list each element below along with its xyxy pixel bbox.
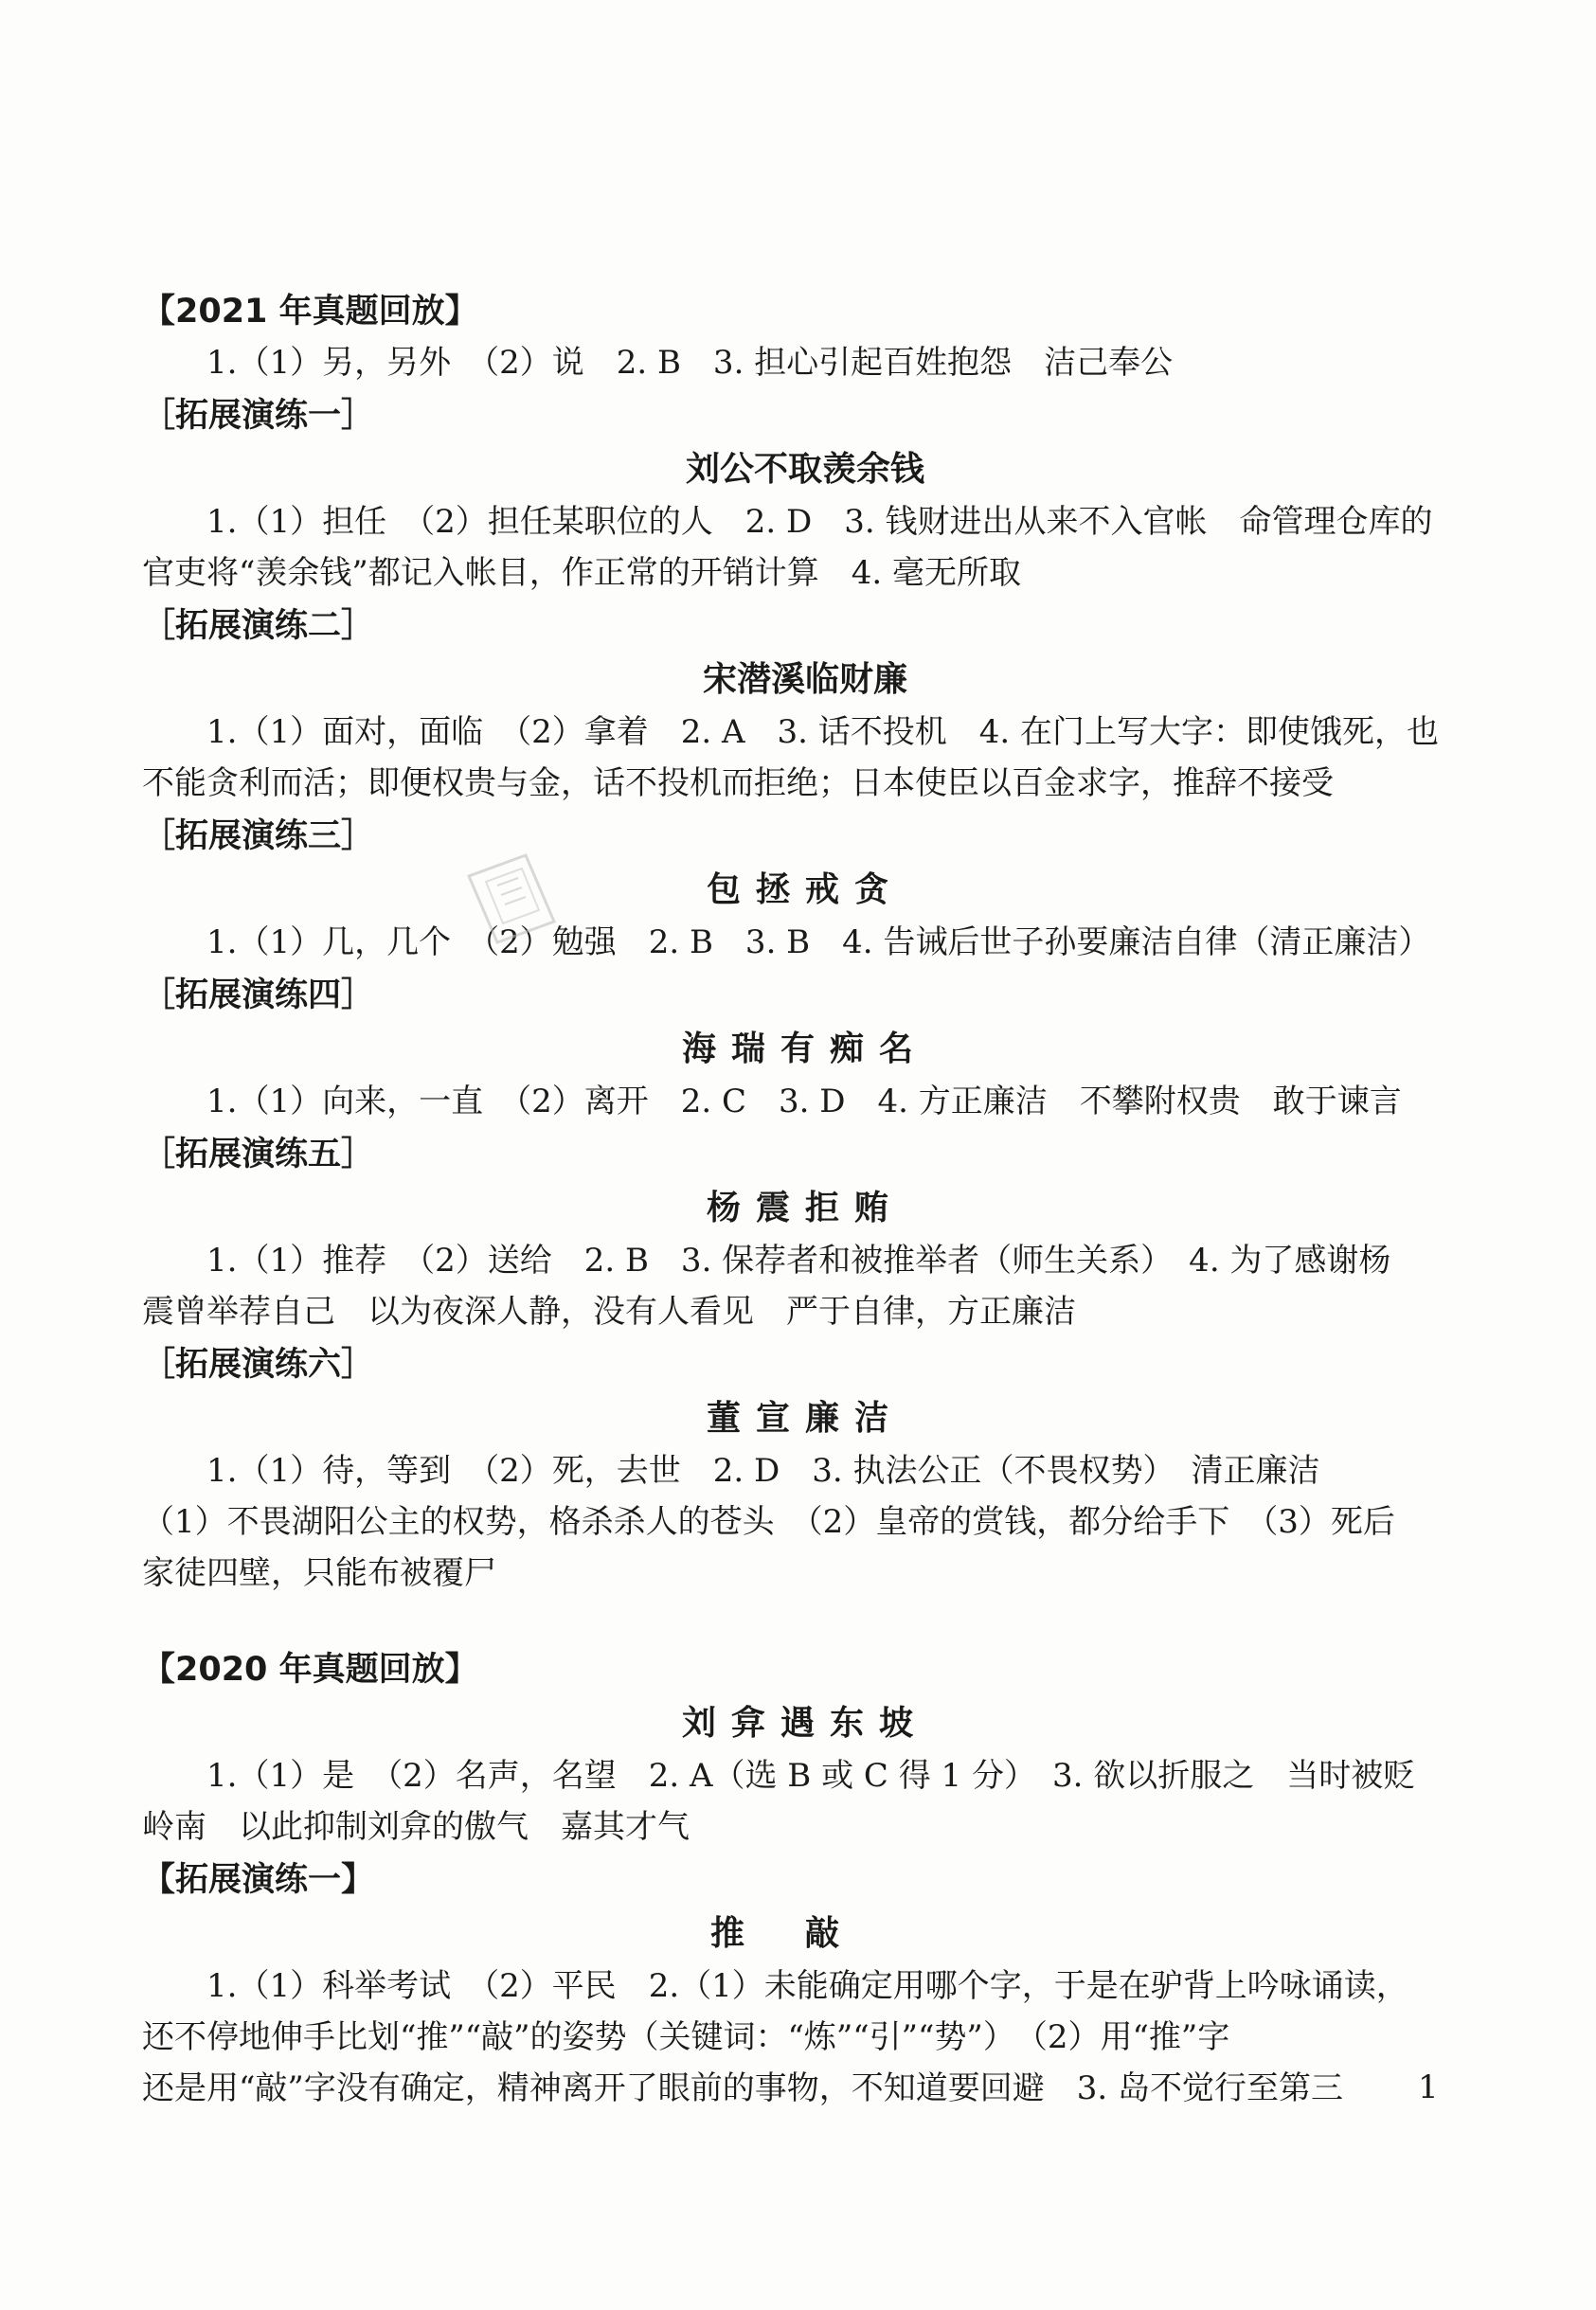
- passage-title: 推敲: [709, 1914, 900, 1953]
- passage-title: 刘弇遇东坡: [681, 1704, 928, 1743]
- exercise-label: ［拓展演练二］: [142, 607, 375, 645]
- answer-line: 岭南 以此抑制刘弇的傲气 嘉其才气: [142, 1808, 690, 1846]
- exercise-label: 【拓展演练一】: [142, 1861, 375, 1899]
- answer-line: 1.（1）是 （2）名声，名望 2. A（选 B 或 C 得 1 分） 3. 欲以折服之 当时被贬: [206, 1757, 1416, 1795]
- answer-line: 1.（1）另，另外 （2）说 2. B 3. 担心引起百姓抱怨 洁己奉公: [206, 344, 1174, 382]
- exercise-label: ［拓展演练六］: [142, 1346, 375, 1384]
- answer-line: 官吏将“羡余钱”都记入帐目，作正常的开销计算 4. 毫无所取: [142, 554, 1022, 592]
- answer-line: 不能贪利而活；即便权贵与金，话不投机而拒绝；日本使臣以百金求字，推辞不接受: [142, 764, 1334, 802]
- answer-line: 1.（1）向来，一直 （2）离开 2. C 3. D 4. 方正廉洁 不攀附权贵 敢于谏言: [206, 1083, 1402, 1120]
- exercise-label: ［拓展演练三］: [142, 817, 375, 855]
- answer-line: （1）不畏湖阳公主的权势，格杀杀人的苍头 （2）皇帝的赏钱，都分给手下 （3）死后: [142, 1503, 1395, 1541]
- passage-title: 包拯戒贪: [706, 870, 904, 909]
- answer-line: 1.（1）推荐 （2）送给 2. B 3. 保荐者和被推举者（师生关系） 4. 为了感谢杨: [206, 1242, 1391, 1280]
- exercise-label: ［拓展演练五］: [142, 1136, 375, 1173]
- answer-line: 1.（1）担任 （2）担任某职位的人 2. D 3. 钱财进出从来不入官帐 命管理仓库的: [206, 503, 1433, 541]
- passage-title: 杨震拒贿: [706, 1189, 904, 1227]
- passage-title: 宋潜溪临财廉: [702, 660, 907, 699]
- answer-line: 1.（1）科举考试 （2）平民 2.（1）未能确定用哪个字，于是在驴背上吟咏诵读，: [206, 1967, 1408, 2005]
- answer-line: 还不停地伸手比划“推”“敲”的姿势（关键词：“炼”“引”“势”） （2）用“推”字: [142, 2018, 1230, 2056]
- passage-title: 海瑞有痴名: [681, 1030, 928, 1068]
- answer-line: 1.（1）面对，面临 （2）拿着 2. A 3. 话不投机 4. 在门上写大字：即使饿死，也: [206, 713, 1439, 751]
- watermark-stamp-icon: [459, 848, 564, 952]
- page-number: 1: [1418, 2068, 1439, 2106]
- exercise-label: ［拓展演练四］: [142, 976, 375, 1014]
- passage-title: 董宣廉洁: [706, 1399, 904, 1438]
- section-heading-2021: 【2021 年真题回放】: [142, 293, 478, 331]
- answer-line: 震曾举荐自己 以为夜深人静，没有人看见 严于自律，方正廉洁: [142, 1293, 1076, 1331]
- answer-line: 1.（1）待，等到 （2）死，去世 2. D 3. 执法公正（不畏权势） 清正廉洁: [206, 1452, 1320, 1490]
- passage-title: 刘公不取羡余钱: [685, 450, 924, 489]
- section-heading-2020: 【2020 年真题回放】: [142, 1651, 478, 1689]
- answer-page: [142, 284, 1468, 2114]
- exercise-label: ［拓展演练一］: [142, 397, 375, 435]
- answer-line: 还是用“敲”字没有确定，精神离开了眼前的事物，不知道要回避 3. 岛不觉行至第三: [142, 2069, 1344, 2107]
- answer-line: 1.（1）几，几个 （2）勉强 2. B 3. B 4. 告诫后世子孙要廉洁自律（清正廉洁）: [206, 923, 1431, 961]
- answer-line: 家徒四壁，只能布被覆尸: [142, 1554, 496, 1592]
